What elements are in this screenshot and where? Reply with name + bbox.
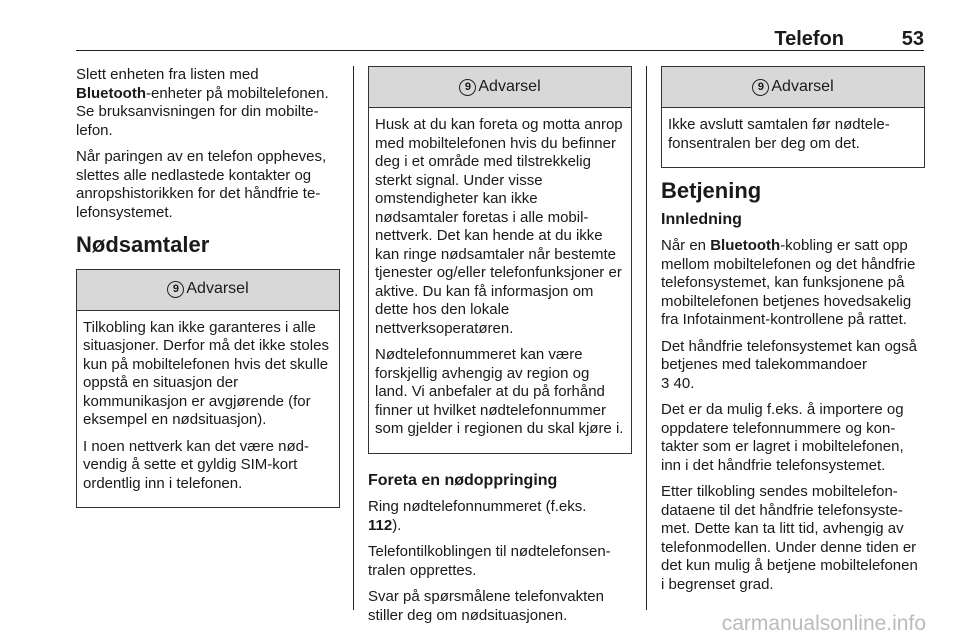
page-title: Telefon (774, 28, 844, 50)
section-heading: Betjening (661, 178, 762, 203)
paragraph: Når paringen av en telefon oppheves, slettes alle nedlastede kontakter og anropshistorikken for det håndfrie telefonsystemet. (76, 148, 327, 221)
subsection-heading: Foreta en nødoppringing (368, 471, 558, 489)
paragraph: Det er da mulig f.eks. å importere og oppdatere telefonnummere og kontakter som er lagret i mobiltelefonen, inn i det håndfrie telefonsystemet. (661, 401, 904, 474)
page-reference[interactable]: 3 40. (661, 374, 695, 392)
paragraph: Ikke avslutt samtalen før nødtelefonsentralen ber deg om det. (668, 116, 890, 152)
column-2 (368, 66, 632, 633)
page-header (76, 28, 924, 51)
warning-title: Advarsel (771, 77, 834, 95)
warning-icon: 9 (752, 79, 769, 96)
warning-title: Advarsel (478, 77, 541, 95)
paragraph: Etter tilkobling sendes mobiltelefondataene til det håndfrie telefonsystemet. Dette kan ta litt tid, avhengig av telefonmodellen. Under denne tiden er det kun mulig å betjene mobiltelefonen i begrenset grad. (661, 483, 918, 593)
warning-header (369, 67, 631, 108)
warning-header (662, 67, 924, 108)
warning-title: Advarsel (186, 280, 249, 298)
paragraph: Tilkobling kan ikke garanteres i alle situasjoner. Derfor må det ikke stoles kun på mobiltelefonen hvis det skulle oppstå en situasjon der kommunikasjon er avgjørende (for eksempel en nødsituasjon). (83, 318, 329, 428)
paragraph: Husk at du kan foreta og motta anrop med mobiltelefonen hvis du befinner deg i et område med tilstrekkelig sterkt signal. Under visse omstendigheter kan ikke nødsamtaler foretas i alle mobilnettverk. Det kan hende at du ikke kan ringe nødsamtaler når bestemte tjenester og/eller telefonfunksjoner er aktive. Du kan få informasjon om dette hos den lokale nettverksoperatøren. (375, 116, 623, 337)
warning-body (369, 108, 631, 453)
warning-icon: 9 (459, 79, 476, 96)
column-3 (661, 66, 925, 602)
subsection-heading: Innledning (661, 210, 742, 228)
section-heading: Nødsamtaler (76, 232, 210, 257)
warning-body (77, 311, 339, 508)
paragraph: Når en Bluetooth-kobling er satt opp mellom mobiltelefonen og det håndfrie telefonsystemet, kan funksjonene på mobiltelefonen betjenes hovedsakelig fra Infotainment-kontrollene på rattet. (661, 237, 916, 328)
page-number: 53 (901, 28, 924, 50)
warning-box (76, 269, 340, 509)
paragraph: I noen nettverk kan det være nødvendig å sette et gyldig SIM-kort ordentlig inn i telefonen. (83, 437, 309, 492)
warning-header (77, 270, 339, 311)
paragraph: Ring nødtelefonnummeret (f.eks. 112). (368, 498, 587, 534)
column-divider (353, 66, 354, 610)
paragraph: Slett enheten fra listen med Bluetooth-enheter på mobiltelefonen. Se bruksanvisningen for din mobiltelefon. (76, 66, 329, 139)
paragraph: Det håndfrie telefonsystemet kan også betjenes med talekommandoer 3 40. (661, 337, 917, 392)
warning-box (368, 66, 632, 454)
paragraph: Svar på spørsmålene telefonvakten stiller deg om nødsituasjonen. (368, 588, 604, 624)
column-divider (646, 66, 647, 610)
watermark: carmanualsonline.info (721, 612, 926, 635)
column-1 (76, 66, 340, 508)
warning-icon: 9 (167, 281, 184, 298)
warning-box (661, 66, 925, 168)
paragraph: Telefontilkoblingen til nødtelefonsentralen opprettes. (368, 543, 611, 579)
warning-body (662, 108, 924, 167)
paragraph: Nødtelefonnummeret kan være forskjellig avhengig av region og land. Vi anbefaler at du på forhånd finner ut hvilket nødtelefonnummer som gjelder i regionen du skal kjøre i. (375, 346, 624, 437)
